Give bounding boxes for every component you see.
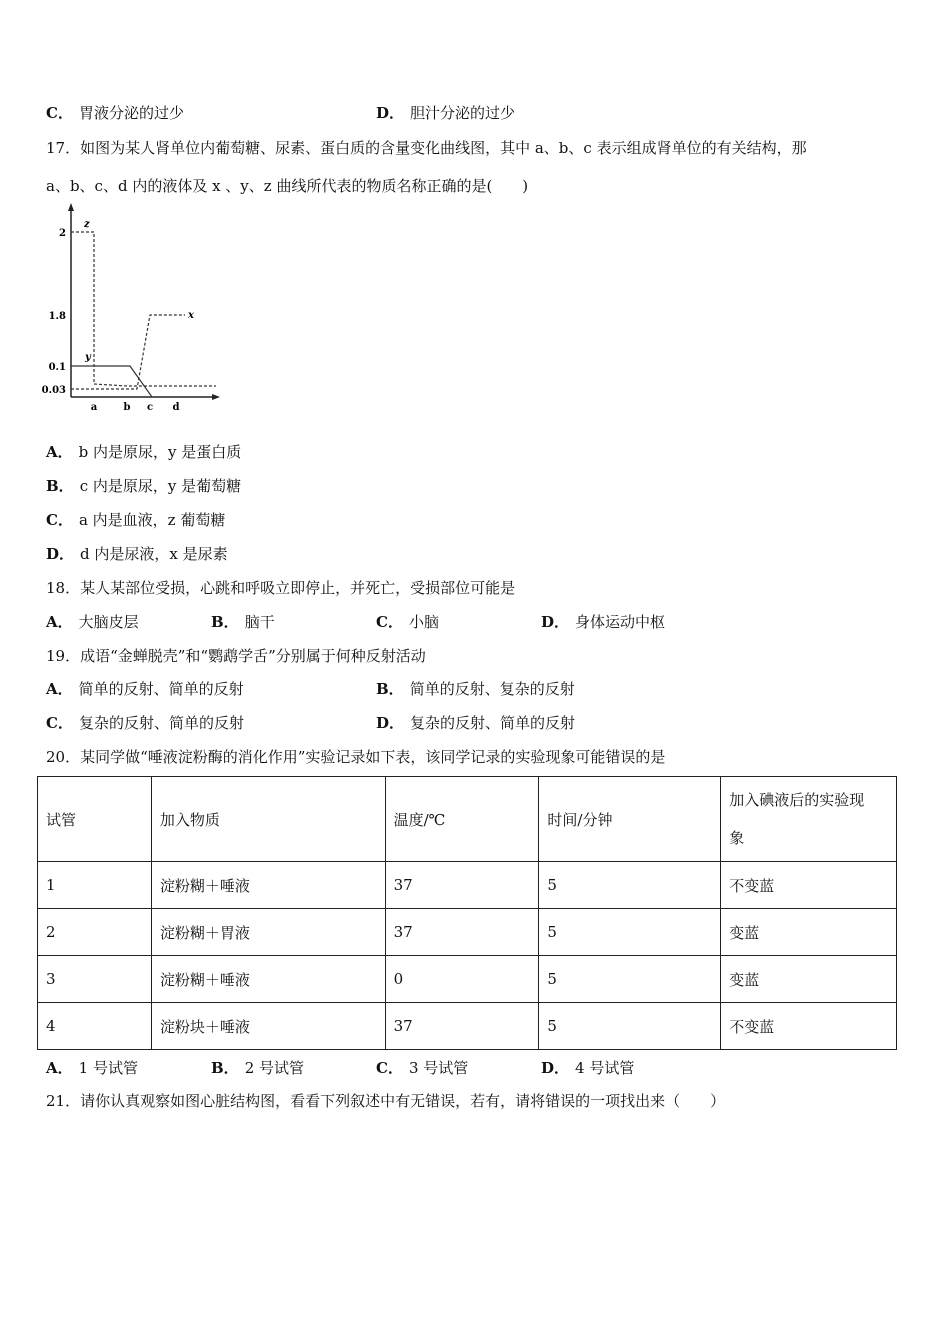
q17-stem-line1: 17．如图为某人肾单位内葡萄糖、尿素、蛋白质的含量变化曲线图，其中 a、b、c 表示组成肾单位的有关结构，那 (46, 139, 807, 157)
header-cell: 加入物质 (151, 777, 385, 862)
q18-option-d (541, 611, 665, 632)
q16-option-c (46, 102, 184, 123)
table-cell: 5 (539, 909, 721, 956)
x-axis-arrow (212, 394, 220, 400)
q20-option-c (376, 1057, 468, 1078)
header-cell: 时间/分钟 (539, 777, 721, 862)
option-text: 简单的反射、复杂的反射 (409, 680, 575, 698)
option-label: A． (46, 443, 73, 461)
table-cell: 0 (385, 956, 539, 1003)
y-tick-label: 0.1 (48, 362, 66, 373)
q20-option-a (46, 1057, 138, 1078)
option-label: D． (541, 1059, 570, 1077)
option-label: C． (46, 104, 73, 122)
q19-option-a (46, 678, 244, 699)
q18-option-c (376, 611, 439, 632)
table-cell: 淀粉糊＋唾液 (151, 956, 385, 1003)
option-text: b 内是原尿，y 是蛋白质 (78, 443, 242, 461)
table-cell: 37 (385, 909, 539, 956)
q21-stem: 21．请你认真观察如图心脏结构图，看看下列叙述中有无错误，若有，请将错误的一项找出来（ ） (46, 1092, 726, 1110)
option-text: 3 号试管 (408, 1059, 469, 1077)
option-text: 小脑 (408, 613, 439, 631)
q17-option-d (46, 543, 228, 564)
series-line-y (71, 366, 152, 397)
option-text: 胆汁分泌的过少 (410, 104, 516, 122)
series-label-y: y (85, 352, 91, 363)
table-cell: 不变蓝 (721, 862, 897, 909)
option-text: c 内是原尿，y 是葡萄糖 (79, 477, 242, 495)
option-label: B． (46, 477, 74, 495)
table-cell: 淀粉块＋唾液 (151, 1003, 385, 1050)
x-tick-label: b (123, 402, 131, 413)
q17-option-b (46, 475, 241, 496)
option-text: a 内是血液，z 葡萄糖 (78, 511, 226, 529)
q20-stem: 20．某同学做“唾液淀粉酶的消化作用”实验记录如下表，该同学记录的实验现象可能错误的是 (46, 748, 666, 766)
series-line-z (71, 232, 216, 386)
y-tick-label: 0.03 (41, 385, 66, 396)
option-text: 大脑皮层 (78, 613, 139, 631)
table-cell: 不变蓝 (721, 1003, 897, 1050)
option-text: 胃液分泌的过少 (78, 104, 184, 122)
q18-option-a (46, 611, 139, 632)
x-tick-label: d (172, 402, 180, 413)
option-text: 1 号试管 (78, 1059, 138, 1077)
q17-chart (40, 200, 230, 415)
option-label: A． (46, 680, 73, 698)
option-label: A． (46, 1059, 73, 1077)
y-axis-arrow (68, 203, 74, 211)
table-row (38, 862, 897, 909)
q19-option-c (46, 712, 244, 733)
table-cell: 37 (385, 862, 539, 909)
table-cell: 4 (38, 1003, 152, 1050)
option-text: 复杂的反射、简单的反射 (410, 714, 576, 732)
q20-option-d (541, 1057, 634, 1078)
option-label: A． (46, 613, 73, 631)
option-text: d 内是尿液，x 是尿素 (80, 545, 228, 563)
option-label: C． (46, 714, 73, 732)
option-text: 2 号试管 (244, 1059, 304, 1077)
q18-stem: 18．某人某部位受损，心跳和呼吸立即停止，并死亡，受损部位可能是 (46, 579, 516, 597)
table-cell: 2 (38, 909, 152, 956)
q17-option-c (46, 509, 225, 530)
q17-stem-line2: a、b、c、d 内的液体及 x 、y、z 曲线所代表的物质名称正确的是( ) (46, 177, 529, 195)
q18-option-b (211, 611, 275, 632)
table-row (38, 1003, 897, 1050)
table-cell: 1 (38, 862, 152, 909)
table-cell: 变蓝 (721, 909, 897, 956)
table-header-row (38, 777, 897, 862)
table-row (38, 956, 897, 1003)
q19-stem: 19．成语“金蝉脱壳”和“鹦鹉学舌”分别属于何种反射活动 (46, 647, 426, 665)
table-cell: 5 (539, 1003, 721, 1050)
option-label: B． (376, 680, 404, 698)
q20-option-b (211, 1057, 304, 1078)
y-tick-label: 2 (59, 228, 66, 239)
option-label: D． (376, 714, 405, 732)
series-label-z: z (84, 219, 90, 230)
option-label: C． (376, 613, 403, 631)
table-cell: 37 (385, 1003, 539, 1050)
table-cell: 3 (38, 956, 152, 1003)
option-text: 复杂的反射、简单的反射 (78, 714, 244, 732)
q17-option-a (46, 441, 241, 462)
option-label: D． (46, 545, 75, 563)
option-text: 脑干 (244, 613, 275, 631)
table-cell: 淀粉糊＋胃液 (151, 909, 385, 956)
option-text: 4 号试管 (575, 1059, 635, 1077)
option-label: C． (46, 511, 73, 529)
q19-option-d (376, 712, 575, 733)
x-tick-label: c (146, 402, 154, 413)
option-text: 身体运动中枢 (575, 613, 666, 631)
series-label-x: x (188, 310, 194, 321)
table-cell: 淀粉糊＋唾液 (151, 862, 385, 909)
q19-option-b (376, 678, 575, 699)
option-label: D． (541, 613, 570, 631)
option-text: 简单的反射、简单的反射 (78, 680, 244, 698)
x-tick-label: a (90, 402, 98, 413)
table-row (38, 909, 897, 956)
header-cell: 温度/℃ (385, 777, 539, 862)
option-label: C． (376, 1059, 403, 1077)
table-cell: 5 (539, 862, 721, 909)
option-label: D． (376, 104, 405, 122)
header-result-part1: 加入碘液后的实验现 (729, 791, 865, 809)
table-cell: 变蓝 (721, 956, 897, 1003)
experiment-table (37, 776, 897, 1050)
option-label: B． (211, 613, 239, 631)
header-cell-result (721, 777, 897, 862)
table-cell: 5 (539, 956, 721, 1003)
option-label: B． (211, 1059, 239, 1077)
y-tick-label: 1.8 (48, 311, 66, 322)
header-result-part2: 象 (729, 829, 745, 847)
q16-option-d (376, 102, 515, 123)
header-cell: 试管 (38, 777, 152, 862)
